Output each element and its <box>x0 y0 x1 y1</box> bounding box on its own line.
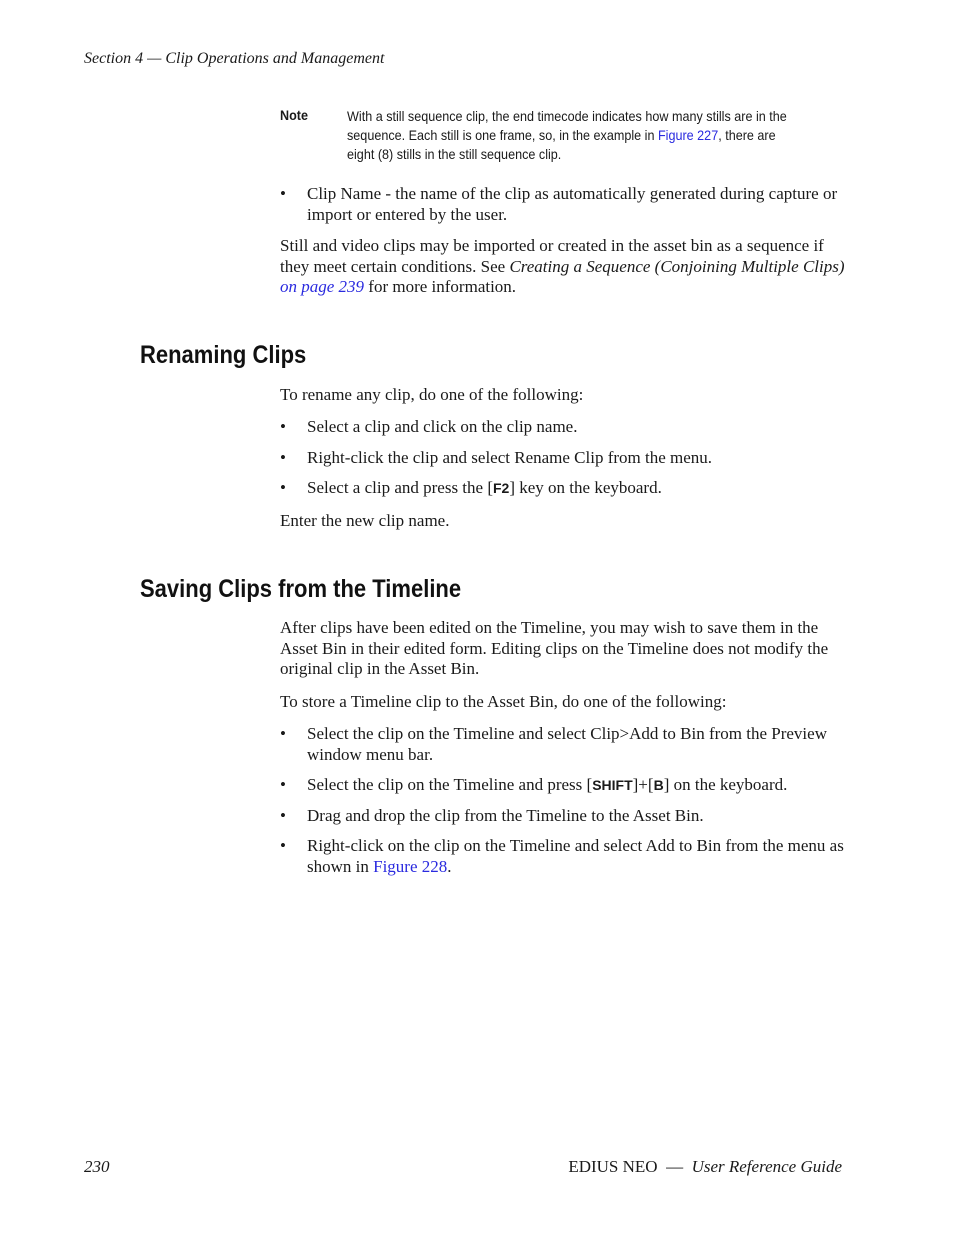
page-239-link[interactable]: on page 239 <box>280 277 365 296</box>
bullet-text-pre: Right-click on the clip on the Timeline and select Add to Bin from the menu as shown in <box>307 836 844 876</box>
figure-227-link[interactable]: Figure 227 <box>657 127 719 143</box>
bullet-text: Select the clip on the Timeline and select Clip>Add to Bin from the Preview window menu bar. <box>307 724 827 764</box>
bullet-dot: • <box>280 724 286 743</box>
bullet-dot: • <box>280 448 286 467</box>
bullet-text <box>307 478 847 499</box>
figure-228-link[interactable]: Figure 228 <box>373 856 448 876</box>
saving-paragraph-2: To store a Timeline clip to the Asset Bin, do one of the following: <box>280 692 727 711</box>
note-text-part-2: , there are eight (8) stills in the still sequence clip. <box>347 127 776 162</box>
running-header: Section 4 — Clip Operations and Management <box>84 50 385 67</box>
saving-bullet-4 <box>280 836 844 878</box>
note-text-part-1: With a still sequence clip, the end timecode indicates how many stills are in the sequence. Each still is one frame, so, in the example in <box>347 108 787 143</box>
sequence-paragraph-end: for more information. <box>364 277 517 296</box>
bullet-dot: • <box>280 184 286 203</box>
saving-clips-heading: Saving Clips from the Timeline <box>140 575 462 603</box>
bullet-text <box>307 836 847 877</box>
bullet-text: Clip Name - the name of the clip as automatically generated during capture or import or entered by the user. <box>307 184 838 224</box>
bullet-text-post: ] on the keyboard. <box>663 775 788 794</box>
sequence-paragraph-text: Still and video clips may be imported or created in the asset bin as a sequence if they meet certain conditions. See <box>280 236 824 276</box>
bullet-text-pre: Select the clip on the Timeline and press [ <box>307 775 593 794</box>
bullet-text <box>307 775 847 796</box>
bullet-dot: • <box>280 806 286 825</box>
bullet-dot: • <box>280 775 286 794</box>
renaming-bullet-1 <box>280 417 840 438</box>
saving-paragraph-1: After clips have been edited on the Timeline, you may wish to save them in the Asset Bin in their edited form. Editing clips on the Timeline does not modify the original clip in the Asset Bin. <box>280 618 829 678</box>
bullet-dot: • <box>280 836 286 855</box>
b-key: B <box>653 777 664 793</box>
saving-bullet-3 <box>280 806 840 827</box>
renaming-clips-heading: Renaming Clips <box>140 341 307 369</box>
renaming-bullet-3 <box>280 478 840 499</box>
bullet-text: Right-click the clip and select Rename Clip from the menu. <box>307 448 713 467</box>
saving-bullet-1 <box>280 724 840 766</box>
bullet-text-mid: ]+[ <box>632 775 654 794</box>
note-label: Note <box>280 107 309 123</box>
shift-key: SHIFT <box>592 777 633 793</box>
saving-bullet-2 <box>280 775 840 796</box>
bullet-dot: • <box>280 417 286 436</box>
renaming-bullet-2 <box>280 448 840 469</box>
bullet-text-post: . <box>447 856 452 876</box>
bullet-text: Select a clip and click on the clip name. <box>307 417 578 436</box>
renaming-intro: To rename any clip, do one of the following: <box>280 385 584 404</box>
bullet-text: Drag and drop the clip from the Timeline to the Asset Bin. <box>307 806 704 825</box>
running-footer <box>568 1157 842 1177</box>
guide-title: User Reference Guide <box>691 1157 842 1176</box>
f2-key: F2 <box>493 480 510 496</box>
footer-separator: — <box>666 1157 684 1176</box>
bullet-text-post: ] key on the keyboard. <box>509 478 662 497</box>
page-number: 230 <box>84 1157 110 1176</box>
sequence-paragraph <box>280 236 845 298</box>
note-body <box>347 107 797 164</box>
product-name: EDIUS NEO <box>568 1157 658 1176</box>
bullet-dot: • <box>280 478 286 497</box>
renaming-outro: Enter the new clip name. <box>280 511 450 530</box>
bullet-clip-name <box>280 184 840 226</box>
bullet-text-pre: Select a clip and press the [ <box>307 478 493 497</box>
cross-reference-title: Creating a Sequence (Conjoining Multiple Clips) <box>509 256 845 276</box>
